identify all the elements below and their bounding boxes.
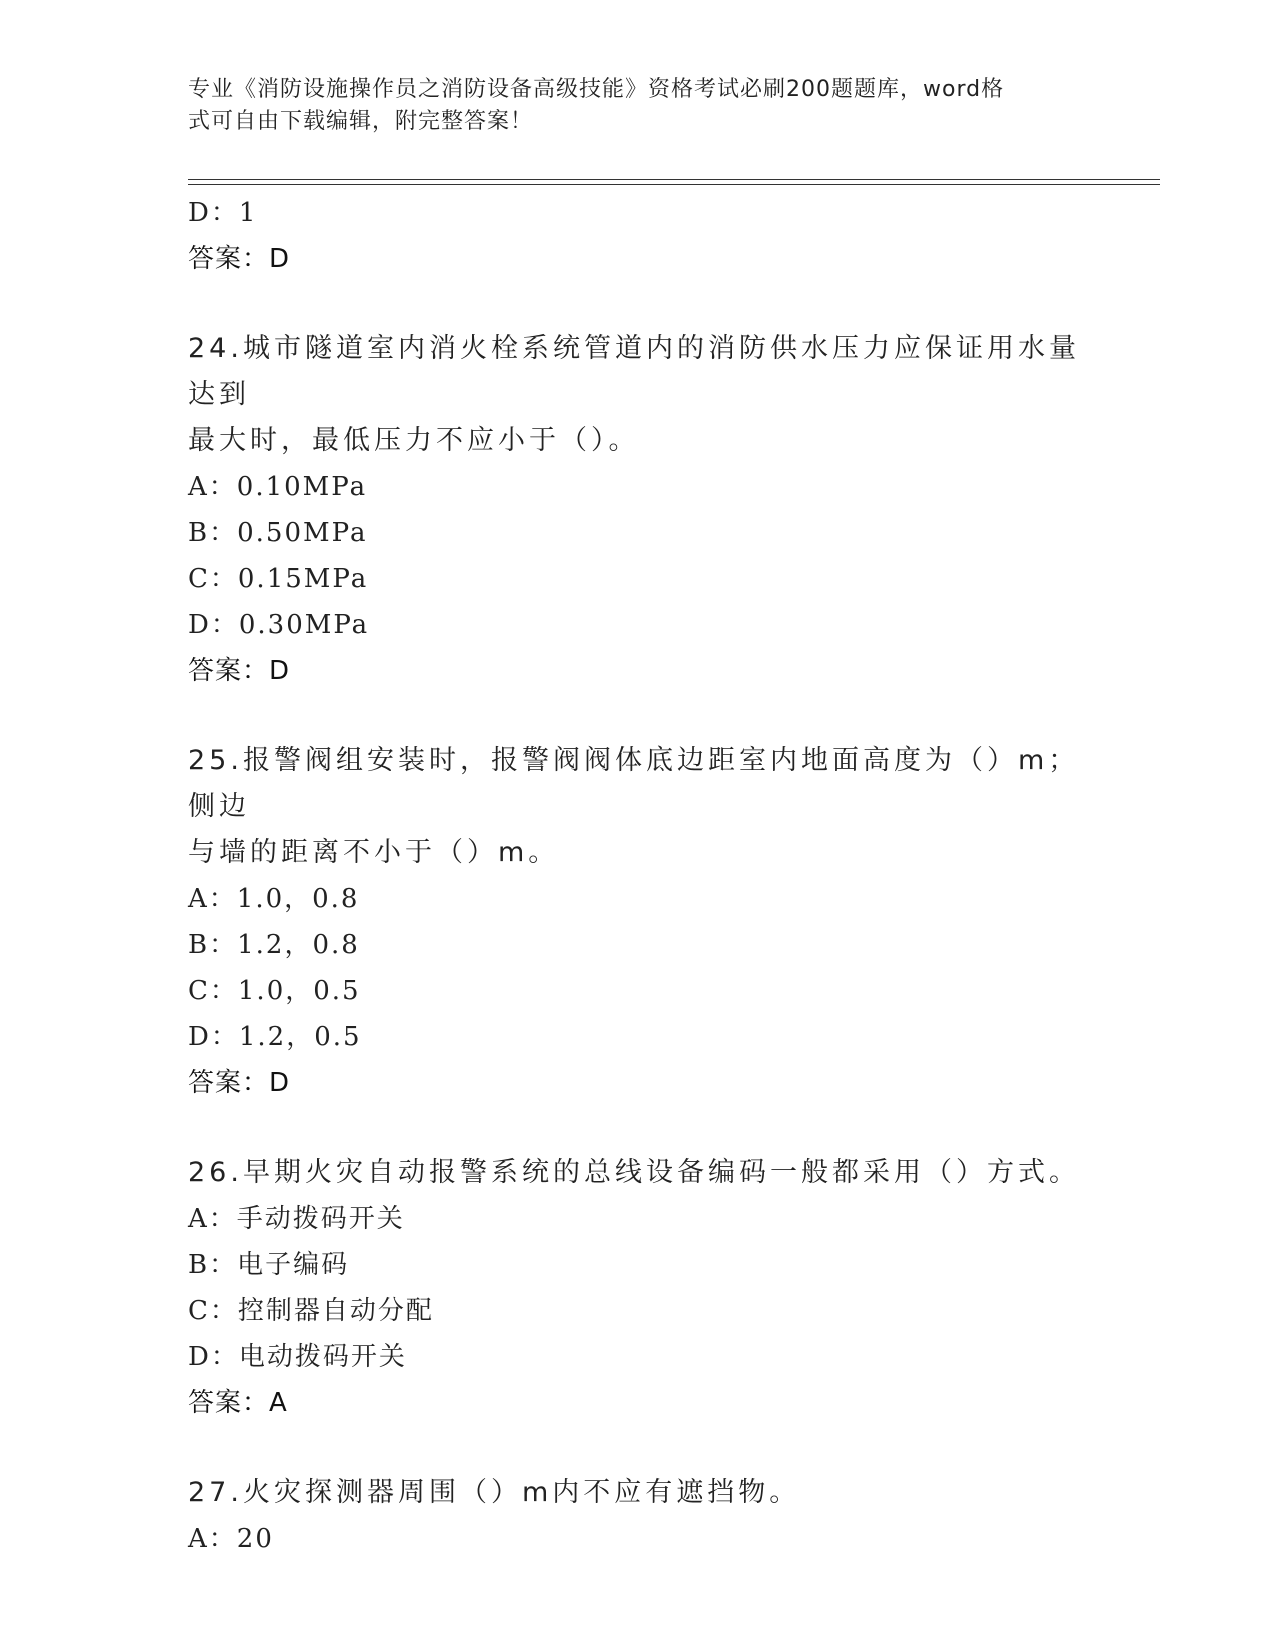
question-answer: 答案：D (188, 1068, 291, 1098)
question-option: D：1 (188, 198, 258, 228)
question-spacer (188, 1106, 1088, 1150)
header-divider-top (188, 179, 1160, 180)
question-25 (188, 738, 1088, 1106)
question-option-a: A：1.0，0.8 (188, 884, 360, 914)
question-spacer (188, 1426, 1088, 1470)
question-option-b: B：1.2，0.8 (188, 930, 360, 960)
question-option-c: C：1.0，0.5 (188, 976, 361, 1006)
question-option-a: A：20 (188, 1524, 274, 1554)
question-option-d: D：0.30MPa (188, 610, 370, 640)
question-answer: 答案：D (188, 244, 291, 274)
question-answer: 答案：A (188, 1388, 288, 1418)
question-stem-line-1: 24.城市隧道室内消火栓系统管道内的消防供水压力应保证用水量达到 (188, 333, 1080, 410)
question-option-b: B：电子编码 (188, 1250, 350, 1280)
question-spacer (188, 282, 1088, 326)
question-spacer (188, 694, 1088, 738)
question-option-c: C：0.15MPa (188, 564, 369, 594)
question-23-tail (188, 190, 1088, 282)
question-option-c: C：控制器自动分配 (188, 1296, 434, 1326)
question-option-b: B：0.50MPa (188, 518, 368, 548)
question-27 (188, 1470, 1088, 1562)
question-stem-line-1: 25.报警阀组安装时，报警阀阀体底边距室内地面高度为（）m；侧边 (188, 745, 1080, 822)
question-option-d: D：电动拨码开关 (188, 1342, 407, 1372)
question-stem-line-1: 26.早期火灾自动报警系统的总线设备编码一般都采用（）方式。 (188, 1157, 1080, 1188)
question-stem-line-1: 27.火灾探测器周围（）m内不应有遮挡物。 (188, 1477, 801, 1508)
header-title-line-2: 式可自由下载编辑，附完整答案！ (188, 109, 534, 134)
header-divider-bottom (188, 184, 1160, 185)
question-stem-line-2: 最大时，最低压力不应小于（）。 (188, 425, 640, 456)
header-title-line-1: 专业《消防设施操作员之消防设备高级技能》资格考试必刷200题题库，word格 (188, 77, 1005, 102)
question-option-a: A：0.10MPa (188, 472, 368, 502)
question-26 (188, 1150, 1088, 1426)
question-option-d: D：1.2，0.5 (188, 1022, 362, 1052)
question-option-a: A：手动拨码开关 (188, 1204, 405, 1234)
question-24 (188, 326, 1088, 694)
question-stem-line-2: 与墙的距离不小于（）m。 (188, 837, 560, 868)
document-body (188, 190, 1088, 1562)
question-answer: 答案：D (188, 656, 291, 686)
document-header (188, 74, 1068, 138)
